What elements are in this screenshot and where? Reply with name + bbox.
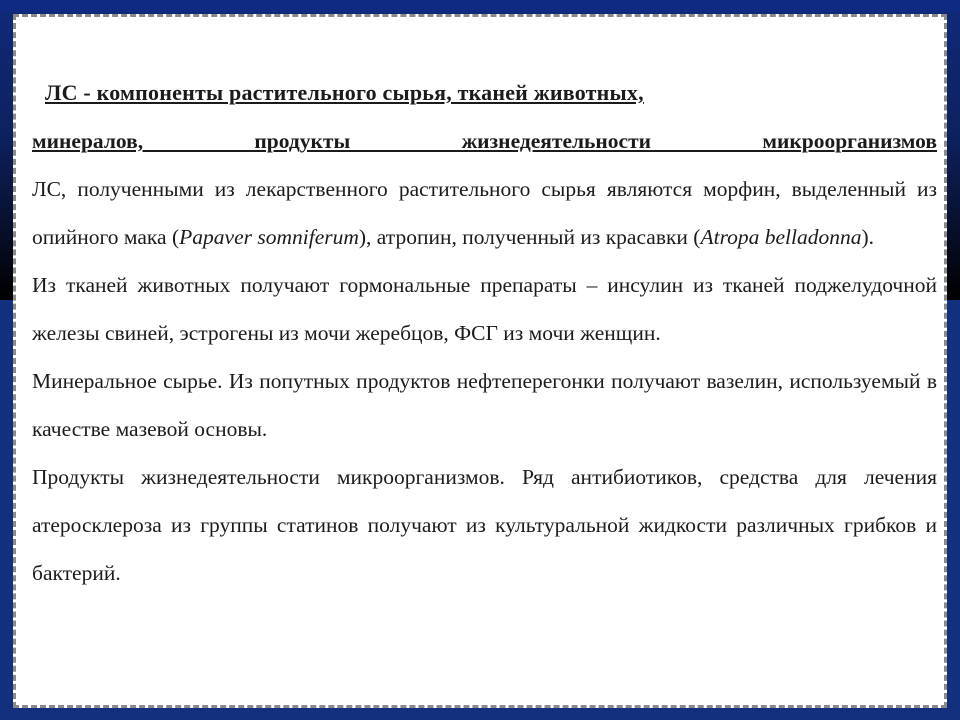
paragraph-animals <box>32 261 937 357</box>
paragraph-microorganisms <box>32 453 937 597</box>
slide-heading <box>32 69 937 117</box>
heading-line-2: минералов, продукты жизнедеятельности микроорганизмов <box>32 129 937 153</box>
slide-heading-line-2 <box>32 117 937 165</box>
microorganisms-text: Продукты жизнедеятельности микроорганизмов. Ряд антибиотиков, средства для лечения атеросклероза из группы статинов получают из культуральной жидкости различных грибков и бактерий. <box>32 465 937 585</box>
plants-text-1: ЛС, полученными из лекарственного растительного сырья являются морфин, выделенный из опийного мака ( <box>32 177 937 249</box>
slide-content <box>32 69 937 597</box>
plants-text-3: ). <box>861 225 875 249</box>
plants-text-2: ), атропин, полученный из красавки ( <box>358 225 701 249</box>
plants-latin-papaver: Papaver somniferum <box>179 225 359 249</box>
heading-line-1: ЛС - компоненты растительного сырья, тканей животных, <box>45 80 644 105</box>
paragraph-plants <box>32 165 937 261</box>
slide-panel <box>13 14 947 708</box>
plants-latin-atropa: Atropa belladonna <box>700 225 862 249</box>
animals-text: Из тканей животных получают гормональные препараты – инсулин из тканей поджелудочной железы свиней, эстрогены из мочи жеребцов, ФСГ из мочи женщин. <box>32 273 937 345</box>
paragraph-minerals <box>32 357 937 453</box>
minerals-text: Минеральное сырье. Из попутных продуктов нефтеперегонки получают вазелин, используемый в качестве мазевой основы. <box>32 369 937 441</box>
background-top-band <box>0 0 960 12</box>
